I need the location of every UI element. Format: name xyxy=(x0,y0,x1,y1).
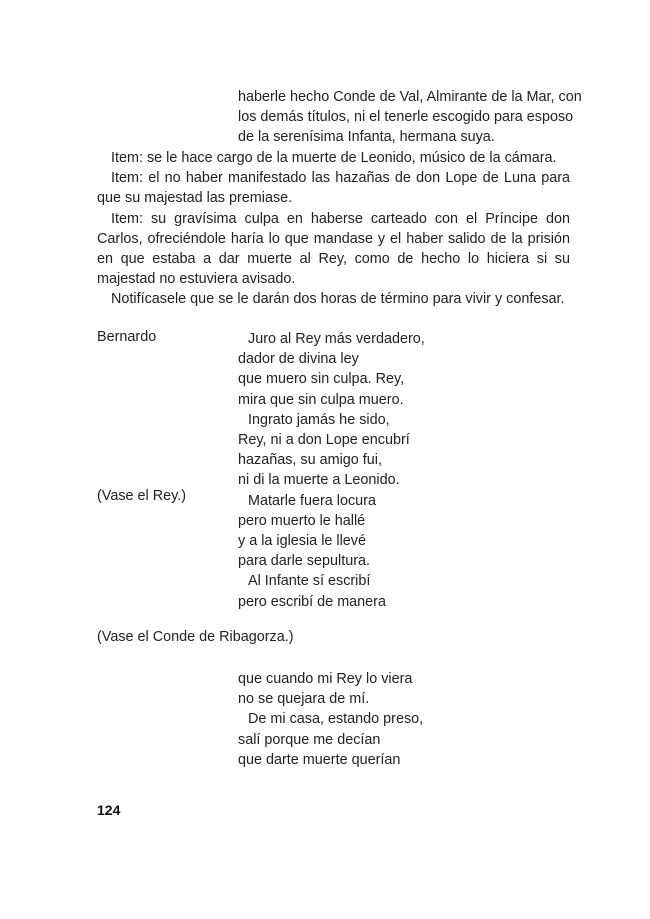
verse-line: Al Infante sí escribí xyxy=(248,573,371,590)
verse-line: Juro al Rey más verdadero, xyxy=(248,331,425,347)
verse-line: pero escribí de manera xyxy=(238,593,386,610)
verse-line: ni di la muerte a Leonido. xyxy=(238,472,400,489)
stage-direction: (Vase el Conde de Ribagorza.) xyxy=(97,629,294,645)
verse-line: dador de divina ley xyxy=(238,351,359,368)
verse-line: mira que sin culpa muero. xyxy=(238,391,404,408)
paragraph: Item: su gravísima culpa en haberse carteado con el Príncipe don Carlos, ofreciéndole haría lo que mandase y el haber salido de la prisión en que estaba a dar muerte al Rey, como de hecho lo hiciera si su majestad no estuviera avisado. xyxy=(97,210,570,288)
top-continuation xyxy=(238,87,582,148)
verse-line: salí porque me decían xyxy=(238,731,381,748)
stage-direction: (Vase el Rey.) xyxy=(97,488,187,504)
verse-line: Matarle fuera locura xyxy=(248,492,376,509)
verse-line: no se quejara de mí. xyxy=(238,691,370,708)
text-line: haberle hecho Conde de Val, Almirante de la Mar, con xyxy=(238,89,582,105)
verse-line: que darte muerte querían xyxy=(238,751,401,768)
paragraph: Item: se le hace cargo de la muerte de Leonido, músico de la cámara. xyxy=(111,150,557,166)
prose-section xyxy=(97,148,570,310)
verse-block xyxy=(238,329,425,612)
paragraph: Item: el no haber manifestado las hazañas de don Lope de Luna para que su majestad las premiase. xyxy=(97,170,570,207)
verse-line: pero muerto le hallé xyxy=(238,512,366,529)
text-line: los demás títulos, ni el tenerle escogido para esposo xyxy=(238,109,574,126)
verse-block xyxy=(238,669,423,770)
speaker-name: Bernardo xyxy=(97,329,157,345)
page-number: 124 xyxy=(97,802,121,818)
verse-line: que cuando mi Rey lo viera xyxy=(238,671,413,687)
verse-line: De mi casa, estando preso, xyxy=(248,711,424,728)
text-line: de la serenísima Infanta, hermana suya. xyxy=(238,129,495,146)
verse-line: y a la iglesia le llevé xyxy=(238,533,366,550)
verse-line: Rey, ni a don Lope encubrí xyxy=(238,432,410,449)
verse-line: que muero sin culpa. Rey, xyxy=(238,371,405,388)
verse-line: hazañas, su amigo fui, xyxy=(238,452,382,469)
verse-line: Ingrato jamás he sido, xyxy=(248,411,390,428)
paragraph: Notifícasele que se le darán dos horas de término para vivir y confesar. xyxy=(111,291,565,308)
verse-line: para darle sepultura. xyxy=(238,553,370,570)
